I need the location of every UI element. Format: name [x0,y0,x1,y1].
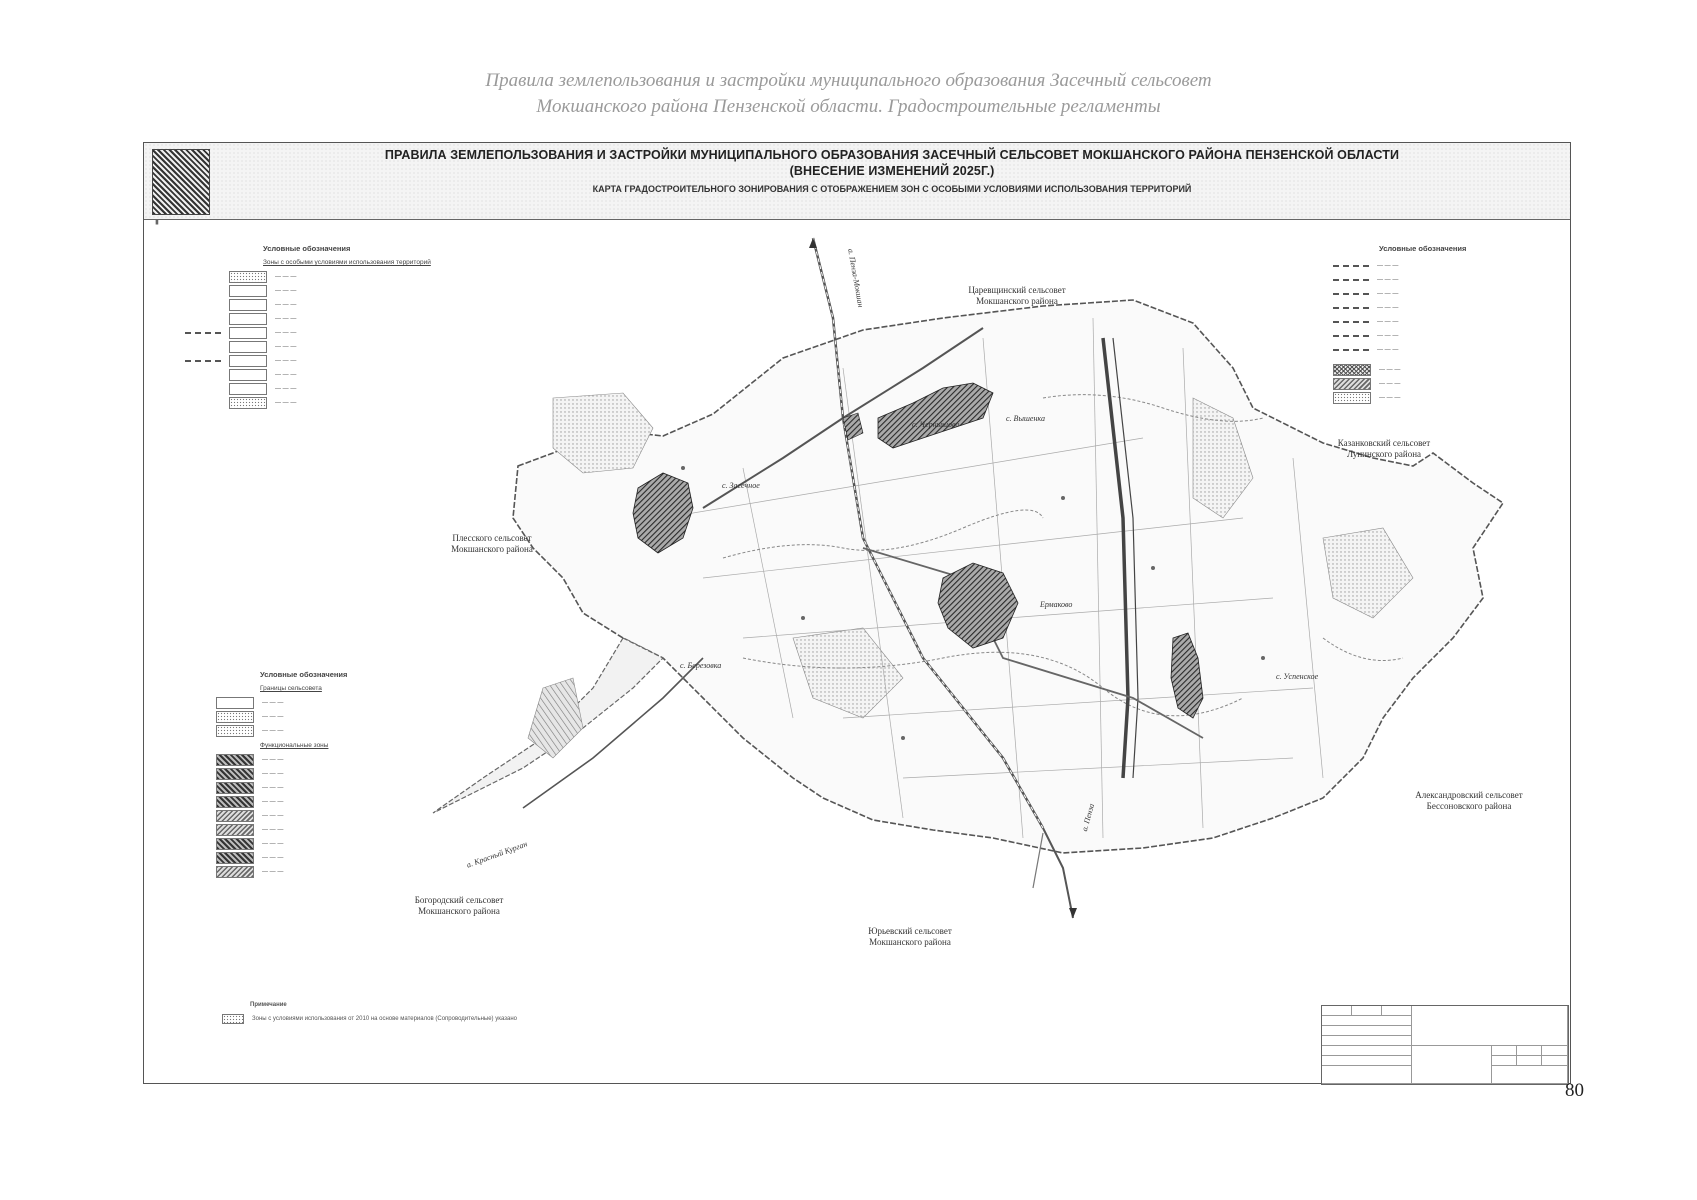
legend-row-label: — — — [1379,366,1401,373]
legend-row [185,368,455,382]
legend-row-label: — — — [1377,304,1399,311]
legend-row [185,396,455,410]
legend-subtitle: Функциональные зоны [260,742,329,749]
sheet-side-mark: ▮ [154,218,161,226]
neighbor-district: Бессоновского района [1426,801,1512,811]
neighbor-name: Александровский сельсовет [1415,790,1523,800]
legend-row [1333,377,1523,391]
header-line-2: Мокшанского района Пензенской области. Градостроительные регламенты [536,96,1161,117]
legend-row [1333,259,1523,273]
legend-row [185,284,455,298]
legend-row [1333,391,1523,405]
legend-title: Условные обозначения [263,244,351,253]
legend-row-label: — — — [275,315,297,322]
stamp-cell [1322,1046,1412,1056]
stamp-cell [1412,1006,1568,1046]
legend-swatch [216,866,254,878]
legend-swatch [229,271,267,283]
legend-swatch [1333,265,1369,267]
legend-row [185,340,455,354]
header-line-1: Правила землепользования и застройки муниципального образования Засечный сельсовет [485,70,1212,91]
stamp-cell [1322,1036,1412,1046]
road-arrow-south [1069,908,1077,918]
stamp-cell [1517,1046,1542,1056]
legend-row [1333,315,1523,329]
legend-row [185,298,455,312]
legend-row [1333,329,1523,343]
legend-row-label: — — — [262,812,284,819]
legend-row [185,382,455,396]
legend-swatch [1333,321,1369,323]
neighbor-label-north [937,285,1097,307]
road-label-north: а. Пенза-Мокшан [846,248,866,309]
legend-subtitle: Границы сельсовета [260,685,322,692]
neighbor-label-southwest [379,895,539,917]
legend-swatch [1333,279,1369,281]
legend-top-right [1333,244,1523,405]
legend-row [1333,287,1523,301]
legend-swatch [1333,307,1369,309]
legend-row-label: — — — [262,770,284,777]
legend-row [185,354,455,368]
neighbor-label-south [830,926,990,948]
stamp-cell [1322,1056,1412,1066]
legend-swatch [185,332,221,334]
neighbor-name: Богородский сельсовет [414,895,504,905]
stamp-cell [1492,1056,1517,1066]
legend-row [216,851,466,865]
legend-row [216,865,466,879]
legend-row [1333,301,1523,315]
map-subtitle: КАРТА ГРАДОСТРОИТЕЛЬНОГО ЗОНИРОВАНИЯ С ОТОБРАЖЕНИЕМ ЗОН С ОСОБЫМИ УСЛОВИЯМИ ИСПОЛЬЗОВАНИЯ ТЕРРИТОРИЙ [592,184,1192,194]
stamp-cell [1322,1006,1352,1016]
legend-swatch [229,327,267,339]
stamp-cell [1352,1006,1382,1016]
note-text: Зоны с условиями использования от 2010 на основе материалов (Сопроводительные) указано [252,1016,517,1022]
legend-row-label: — — — [262,784,284,791]
legend-row [216,795,466,809]
legend-row-label: — — — [262,854,284,861]
stamp-cell [1492,1046,1517,1056]
legend-row-label: — — — [262,840,284,847]
legend-swatch [229,397,267,409]
legend-swatch [229,355,267,367]
legend-row [1333,273,1523,287]
legend-swatch [1333,349,1369,351]
legend-swatch [229,383,267,395]
legend-row-label: — — — [275,371,297,378]
legend-row-label: — — — [275,399,297,406]
legend-row [216,781,466,795]
legend-row [216,724,466,738]
settlement-label: с. Успенское [1276,672,1319,681]
stamp-cell [1492,1066,1568,1084]
stamp-cell [1322,1016,1412,1026]
map-titlebar [144,143,1570,220]
legend-row-label: — — — [262,868,284,875]
legend-swatch [229,369,267,381]
map-title-line-1: ПРАВИЛА ЗЕМЛЕПОЛЬЗОВАНИЯ И ЗАСТРОЙКИ МУНИЦИПАЛЬНОГО ОБРАЗОВАНИЯ ЗАСЕЧНЫЙ СЕЛЬСОВЕТ МОКШАНСКОГО РАЙОНА ПЕНЗЕНСКОЙ ОБЛАСТИ [384,148,1400,162]
legend-row [1333,363,1523,377]
neighbor-district: Мокшанского района [869,937,951,947]
neighbor-district: Лунинского района [1346,449,1422,459]
neighbor-name: Царевщинский сельсовет [968,285,1066,295]
settlement-label: с. Засечное [722,481,760,490]
road-arrow-north [809,238,817,248]
neighbor-label-west [412,533,572,555]
legend-row [216,823,466,837]
legend-row [185,326,455,340]
legend-row [216,767,466,781]
legend-title: Условные обозначения [1379,244,1467,253]
settlement-label: Ермаково [1040,600,1073,609]
legend-row-label: — — — [275,301,297,308]
neighbor-name: Плесского сельсовет [452,533,532,543]
legend-swatch [229,313,267,325]
stamp-cell [1542,1056,1568,1066]
legend-row-label: — — — [275,329,297,336]
note-title: Примечание [250,1002,287,1008]
document-header [0,68,1697,120]
title-block-stamp [1321,1005,1569,1085]
neighbor-district: Мокшанского района [418,906,500,916]
stamp-cell [1542,1046,1568,1056]
legend-title: Условные обозначения [260,670,348,679]
legend-swatch [229,285,267,297]
legend-swatch [229,299,267,311]
legend-row-label: — — — [1379,394,1401,401]
neighbor-name: Казанковский сельсовет [1337,438,1431,448]
legend-swatch [216,711,254,723]
legend-row-label: — — — [262,826,284,833]
stamp-cell [1322,1026,1412,1036]
stamp-cell [1382,1006,1412,1016]
legend-row-label: — — — [275,287,297,294]
legend-row-label: — — — [275,357,297,364]
page-number: 80 [1565,1080,1584,1101]
legend-swatch [1333,293,1369,295]
legend-swatch [1333,378,1371,390]
map-title-line-2: (ВНЕСЕНИЕ ИЗМЕНЕНИЙ 2025Г.) [789,164,995,178]
stamp-cell [1412,1046,1492,1084]
neighbor-label-east [1304,438,1464,460]
legend-row [185,312,455,326]
legend-swatch [216,852,254,864]
legend-swatch [1333,392,1371,404]
legend-swatch [1333,335,1369,337]
legend-swatch [216,838,254,850]
legend-row-label: — — — [1377,262,1399,269]
map-title [224,147,1560,179]
legend-swatch [216,824,254,836]
note-swatch [222,1014,244,1024]
neighbor-district: Мокшанского района [451,544,533,554]
neighbor-district: Мокшанского района [976,296,1058,306]
legend-row [216,753,466,767]
neighbor-label-southeast [1384,790,1554,812]
stamp-cell [1322,1066,1412,1084]
legend-row-label: — — — [275,343,297,350]
legend-subtitle: Зоны с особыми условиями использования территорий [263,259,431,266]
legend-row [1333,343,1523,357]
legend-row-label: — — — [275,273,297,280]
legend-swatch [216,782,254,794]
legend-row-label: — — — [262,756,284,763]
settlement-label: с. Чернышово [912,420,960,429]
legend-row [216,696,466,710]
legend-row-label: — — — [1379,380,1401,387]
settlement-label: с. Березовка [680,661,722,670]
road-label-southwest: а. Красный Курган [465,839,529,870]
legend-row-label: — — — [1377,276,1399,283]
legend-swatch [1333,364,1371,376]
legend-row-label: — — — [262,699,284,706]
road-label-south: а. Пенза [1080,802,1097,833]
legend-swatch [216,796,254,808]
legend-swatch [229,341,267,353]
legend-swatch [216,754,254,766]
legend-row-label: — — — [1377,318,1399,325]
legend-swatch [185,360,221,362]
legend-top-left [185,244,455,410]
legend-row-label: — — — [262,798,284,805]
settlement-label: с. Вышенка [1006,414,1045,423]
legend-row [216,837,466,851]
legend-swatch [216,810,254,822]
legend-row-label: — — — [262,727,284,734]
legend-row-label: — — — [262,713,284,720]
legend-row-label: — — — [275,385,297,392]
legend-bottom-left [216,670,466,879]
legend-row-label: — — — [1377,290,1399,297]
note-row [222,1014,517,1024]
legend-row [185,270,455,284]
map-note [222,1002,517,1024]
legend-swatch [216,697,254,709]
legend-row-label: — — — [1377,332,1399,339]
legend-swatch [216,768,254,780]
coat-of-arms-emblem [152,149,210,215]
legend-row [216,710,466,724]
legend-swatch [216,725,254,737]
neighbor-name: Юрьевский сельсовет [868,926,952,936]
legend-row [216,809,466,823]
stamp-cell [1517,1056,1542,1066]
legend-row-label: — — — [1377,346,1399,353]
